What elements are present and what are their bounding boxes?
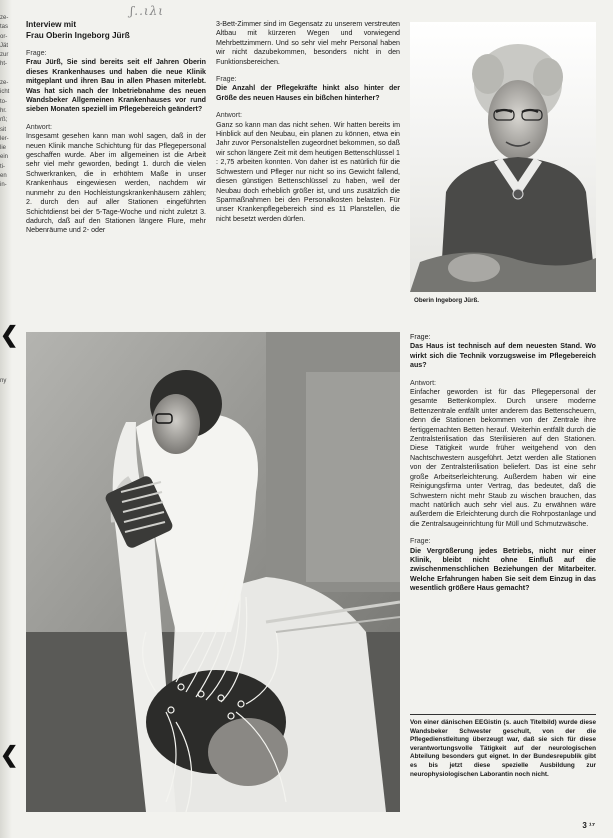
edge-fragment-line: ler- — [0, 135, 9, 142]
question-3-text: Das Haus ist technisch auf dem neuesten Stand. Wo wirkt sich die Technik vorzugsweise im Pflegebereich aus? — [410, 342, 596, 370]
answer-1-label: Antwort: — [26, 122, 53, 131]
edge-fragment-line: icht — [0, 89, 10, 96]
question-2-label: Frage: — [216, 75, 237, 84]
edge-fragment-line: or- — [0, 33, 8, 40]
column-1 — [26, 20, 206, 236]
edge-fragment-line: rß; — [0, 117, 8, 124]
edge-fragment-line: tas — [0, 24, 9, 31]
answer-2-text: Ganz so kann man das nicht sehen. Wir hatten bereits im Hinblick auf den Neubau, ein planen zu können, etwa ein Jahr zuvor Personalstellen zugeordnet bekommen, so daß wir schon längere Zeit mit dem heutigen Bettenschlüssel 1 : 2,75 arbeiten konnten. Von daher ist es natürlich für die Schwestern und Pfleger nur nicht so ins Gewicht fallend, diesen günstigen Bettenschlüssel zu haben, weil der Neubau doch erheblich größer ist, und uns zusätzlich die Sparmaßnahmen bei den Personalkosten belasten. Für unser Krankenpflegebereich sind es 11 Planstellen, die nicht besetzt werden dürfen. — [216, 120, 400, 223]
portrait-photo — [410, 22, 596, 292]
question-4-label: Frage: — [410, 537, 431, 546]
answer-3-text: Einfacher geworden ist für das Pflegepersonal der gesamte Bettenkomplex. Durch unsere moderne Bettenzentrale entfällt unter anderem das Bettenscheuern, denn die Stationen bekommen von der Zentrale ihre fertiggemachten Betten herauf. Weiterhin entfällt durch die Zentralsterilisation das Sterilisieren auf den Stationen. Diese Tätigkeit wurde früher weitgehend von den Nachtschwestern ausgeführt. Jetzt werden alle Stationen von der Zentralsterilisation beliefert. Das ist eine sehr große Arbeitserleichterung. Außerdem haben wir eine Reinigungsfirma unter Vertrag, das bedeutet, daß die Schwestern nicht mehr Staub zu wischen brauchen, das macht natürlich auch sehr viel aus. Zu erwähnen wäre außerdem die Erleichterung durch die Rohrpostanlage und die Zentralsaugeinrichtung für Müll und Schmutzwäsche. — [410, 388, 596, 528]
edge-fragment-line: ze- — [0, 80, 9, 87]
edge-word: ny — [0, 378, 7, 384]
edge-fragment-line: ti- — [0, 163, 5, 170]
caption-divider — [410, 714, 596, 715]
edge-fragment-line: in- — [0, 182, 7, 189]
column-2 — [216, 20, 400, 224]
left-arrow-mark: ❮ — [0, 322, 19, 347]
previous-page-fragments — [0, 14, 22, 191]
question-2-text: Die Anzahl der Pflegekräfte hinkt also hinter der Größe des neuen Hauses ein bißchen hinterher? — [216, 84, 400, 102]
interview-heading-line1: Interview mit — [26, 20, 77, 29]
edge-fragment-line: sit — [0, 126, 6, 133]
question-3-label: Frage: — [410, 333, 431, 341]
column-3 — [410, 333, 596, 594]
edge-fragment-line: to- — [0, 98, 8, 105]
left-arrow-mark-lower: ❮ — [0, 742, 19, 767]
question-1-text: Frau Jürß, Sie sind bereits seit elf Jahren Oberin dieses Krankenhauses und haben die neue Klinik mitgeplant und ihren Bau in allen Phasen miterlebt. Was hat sich nach der Inbetriebnahme des neuen Wandsbeker Allgemeinen Krankenhauses vor rund sieben Monaten speziell im Pflegebereich geändert? — [26, 58, 206, 114]
edge-fragment-line — [0, 70, 22, 79]
question-1-label: Frage: — [26, 49, 47, 57]
answer-1-continued: 3-Bett-Zimmer sind im Gegensatz zu unserem verstreuten Altbau mit kürzeren Wegen und vorwiegend Mehrbettzimmern. Und so sehr viel mehr Personal haben wir nicht dazubekommen, besonders nicht in den Funktionsbereichen. — [216, 20, 400, 66]
interview-heading-line2: Frau Oberin Ingeborg Jürß — [26, 30, 130, 40]
edge-fragment-line: lie — [0, 145, 7, 152]
portrait-illustration — [410, 22, 596, 292]
portrait-caption: Oberin Ingeborg Jürß. — [414, 297, 479, 304]
edge-fragment-line: hr. — [0, 107, 7, 114]
edge-fragment-line: ze- — [0, 15, 9, 21]
edge-fragment-line: ein — [0, 154, 9, 161]
edge-fragment-line: zur — [0, 52, 9, 59]
edge-fragment-line: ht- — [0, 61, 8, 68]
eeg-illustration — [26, 332, 400, 812]
answer-1-text: Insgesamt gesehen kann man wohl sagen, daß in der neuen Klinik manche Schichtung für das Pflegepersonal geschaffen wurde. Aber im allgemeinen ist die Arbeit sehr viel mehr geworden, bedingt 1. durch die vielen Schwerkranken, die in erhöhtem Maße in unser Krankenhaus eingewiesen werden, nachdem wir nunmehr zu den Hochleistungskrankenhäusern zählen; 2. durch den auf aller Stationen eingeführten Schichtdienst bei der 5-Tage-Woche und nicht zuletzt 3. dadurch, daß auf den Stationen längere Flure, mehr Nebenräume und 2- oder — [26, 132, 206, 235]
answer-3-label: Antwort: — [410, 378, 437, 387]
edge-fragment-line: Jät — [0, 42, 9, 49]
handwritten-note: ʃ..ιλι — [130, 4, 164, 18]
eeg-photo — [26, 332, 400, 812]
eeg-photo-caption: Von einer dänischen EEGistin (s. auch Titelbild) wurde diese Wandsbeker Schwester geschult, von der die Pflegedienstleitung überzeugt war, daß sie sich für diese verantwortungsvolle Tätigkeit auf der neurologischen Abteilung besonders gut eignet. In der Bundesrepublik gibt es bis jetzt diese spezielle Ausbildung zur neurophysiologischen Laborantin noch nicht. — [410, 719, 596, 778]
edge-fragment-line: en — [0, 173, 7, 180]
page-number: 3 ¹⁷ — [582, 821, 595, 830]
answer-2-label: Antwort: — [216, 111, 243, 120]
question-4-text: Die Vergrößerung jedes Betriebs, nicht nur einer Klinik, bleibt nicht ohne Einfluß auf die zwischenmenschlichen Beziehungen der Mitarbeiter. Welche Erfahrungen haben Sie seit dem Einzug in das wesentlich größere Haus gemacht? — [410, 546, 596, 593]
